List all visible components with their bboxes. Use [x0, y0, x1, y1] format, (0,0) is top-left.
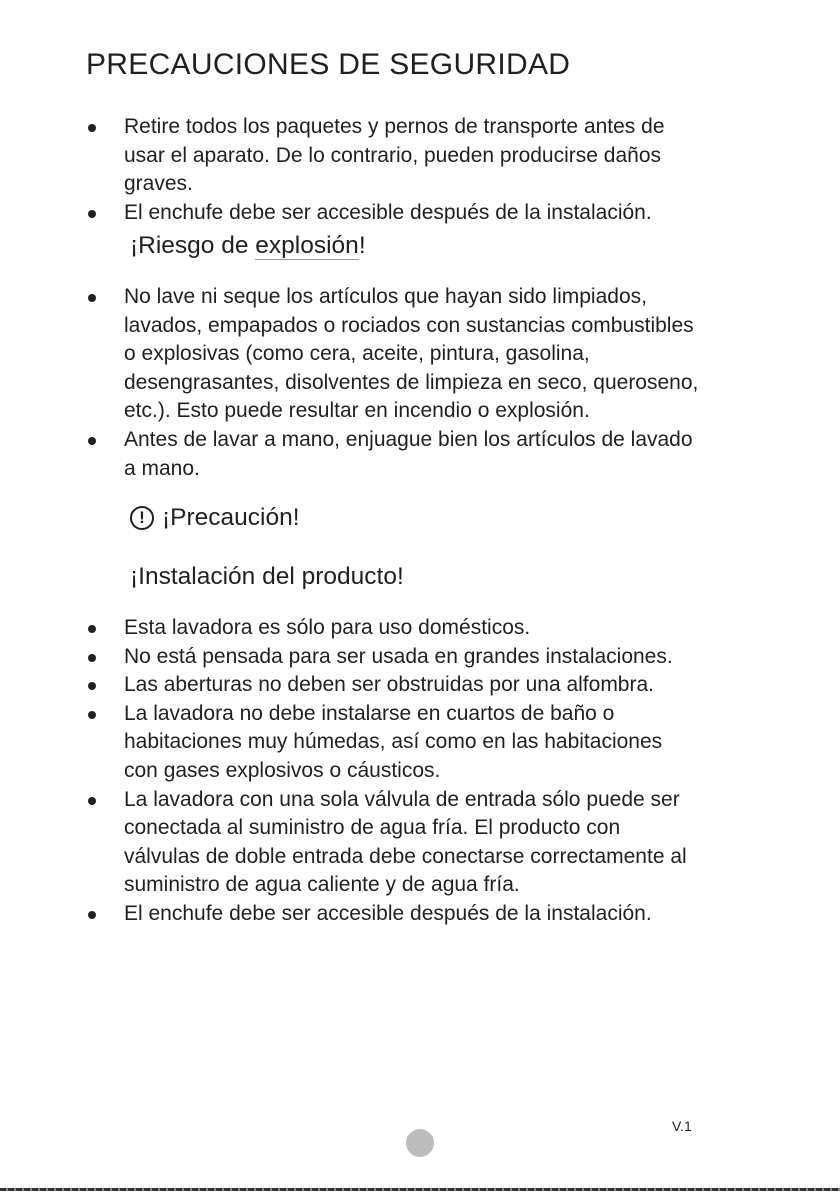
heading-underlined: explosión [255, 232, 359, 259]
text-line: Retire todos los paquetes y pernos de transporte antes de [124, 115, 665, 138]
text-line: El enchufe debe ser accesible después de la instalación. [124, 901, 652, 925]
list-item-text [124, 426, 840, 483]
list-item [0, 426, 840, 483]
list-item-text [124, 199, 840, 228]
bullet-icon [88, 711, 96, 719]
list-item [0, 283, 840, 426]
bullet-icon [88, 682, 96, 690]
list-item-text [124, 700, 840, 786]
bullet-list-explosion [0, 283, 840, 483]
list-item [0, 900, 840, 929]
heading-suffix: ! [358, 232, 366, 259]
bullet-icon [88, 654, 96, 662]
text-line: No lave ni seque los artículos que hayan sido limpiados, [124, 285, 647, 308]
list-item-text [124, 614, 840, 643]
heading-explosion-risk [130, 232, 366, 260]
text-line: El enchufe debe ser accesible después de la instalación. [124, 200, 652, 224]
text-line: conectada al suministro de agua fría. El producto con [124, 816, 621, 840]
bullet-icon [88, 210, 96, 218]
text-line: graves. [124, 172, 193, 196]
bullet-icon [88, 625, 96, 633]
page-title: PRECAUCIONES DE SEGURIDAD [86, 48, 571, 81]
list-item-text [124, 113, 840, 199]
text-line: Las aberturas no deben ser obstruidas por una alfombra. [124, 673, 654, 697]
text-line: No está pensada para ser usada en grandes instalaciones. [124, 644, 673, 668]
text-line: suministro de agua caliente y de agua fría. [124, 873, 520, 897]
list-item [0, 643, 840, 672]
heading-prefix: ¡Riesgo de [130, 232, 256, 259]
bullet-list-general [0, 113, 840, 227]
version-label: V.1 [672, 1118, 692, 1134]
text-line: lavados, empapados o rociados con sustancias combustibles [124, 313, 694, 337]
bullet-icon [88, 797, 96, 805]
text-line: válvulas de doble entrada debe conectarse correctamente al [124, 844, 687, 868]
text-line: habitaciones muy húmedas, así como en las habitaciones [124, 730, 663, 754]
bullet-icon [88, 294, 96, 302]
list-item [0, 700, 840, 786]
bottom-rule [0, 1188, 840, 1191]
list-item [0, 671, 840, 700]
text-line: usar el aparato. De lo contrario, pueden producirse daños [124, 143, 661, 167]
text-line: La lavadora no debe instalarse en cuartos de baño o [124, 701, 615, 725]
text-line: Antes de lavar a mano, enjuague bien los artículos de lavado [124, 427, 693, 451]
text-line: La lavadora con una sola válvula de entrada sólo puede ser [124, 787, 680, 811]
text-line: con gases explosivos o cáusticos. [124, 758, 441, 782]
caution-icon: ! [130, 506, 154, 530]
text-line: Esta lavadora es sólo para uso domésticos. [124, 616, 531, 639]
list-item-text [124, 643, 840, 672]
list-item-text [124, 671, 840, 700]
list-item [0, 199, 840, 228]
list-item [0, 786, 840, 900]
text-line: desengrasantes, disolventes de limpieza en seco, queroseno, [124, 370, 699, 394]
text-line: etc.). Esto puede resultar en incendio o explosión. [124, 399, 590, 423]
bullet-icon [88, 124, 96, 132]
bullet-icon [88, 911, 96, 919]
heading-installation: ¡Instalación del producto! [130, 563, 404, 590]
list-item-text [124, 283, 840, 426]
heading-caution [130, 504, 300, 532]
page-marker-dot [406, 1129, 434, 1157]
text-line: o explosivas (como cera, aceite, pintura, gasolina, [124, 342, 590, 366]
list-item [0, 614, 840, 643]
list-item [0, 113, 840, 199]
bullet-list-installation [0, 614, 840, 929]
list-item-text [124, 900, 840, 929]
bullet-icon [88, 437, 96, 445]
text-line: a mano. [124, 456, 200, 480]
list-item-text [124, 786, 840, 900]
heading-caution-label: ¡Precaución! [162, 504, 300, 531]
